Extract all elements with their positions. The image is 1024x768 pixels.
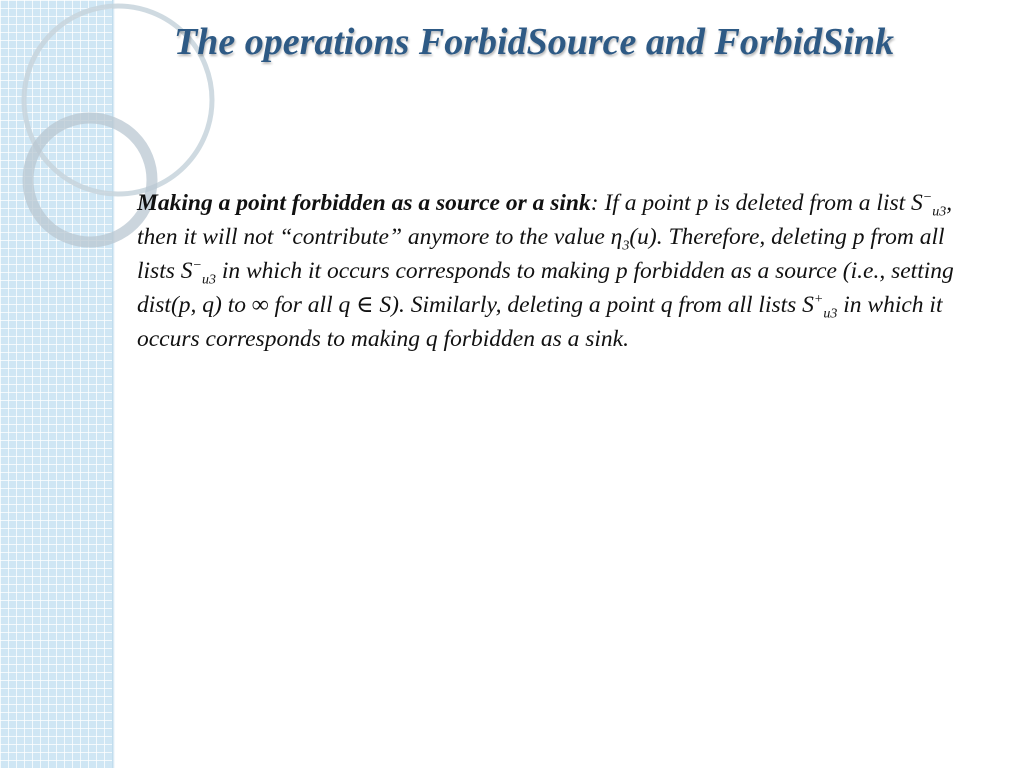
subscript-u3-2: u3 xyxy=(201,272,216,288)
subscript-3: 3 xyxy=(622,238,630,254)
slide-title: The operations ForbidSource and ForbidSink xyxy=(174,21,895,63)
lead-phrase: Making a point forbidden as a source or a sink xyxy=(137,190,591,216)
slide-body-paragraph xyxy=(137,186,967,356)
text-segment-2: , then it will not “contribute” anymore to the value η xyxy=(137,190,953,250)
superscript-minus: − xyxy=(922,190,933,206)
decorative-small-ring xyxy=(28,118,152,242)
text-segment-4: in which it occurs corresponds to making p forbidden as a source (i.e., setting dist(p, q) to ∞ for all q ∈ S). Similarly, deleting a point q from all lists S xyxy=(137,258,954,318)
subscript-u3-3: u3 xyxy=(823,306,838,322)
text-segment-1: : If a point p is deleted from a list S xyxy=(590,190,923,216)
text-segment-3: (u). Therefore, deleting p from all lists S xyxy=(137,224,945,284)
text-segment-5: in which it occurs corresponds to making q forbidden as a sink. xyxy=(137,292,943,352)
subscript-u3: u3 xyxy=(932,204,947,220)
superscript-plus: + xyxy=(813,292,824,308)
superscript-minus-2: − xyxy=(192,258,202,274)
